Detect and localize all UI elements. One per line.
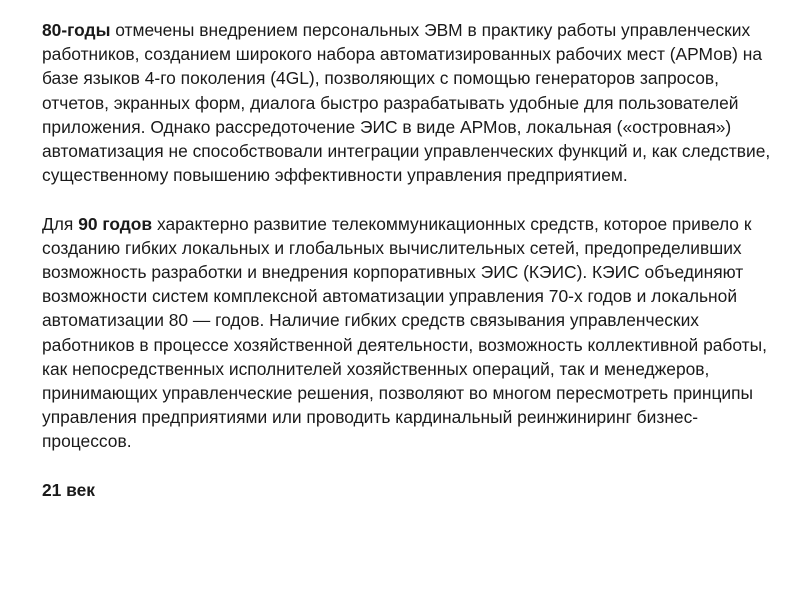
paragraph-90s [42,212,782,454]
paragraph-90s-prefix: Для [42,213,79,234]
heading-90s: 90 годов [78,213,153,234]
paragraph-80s-text: отмечены внедрением персональных ЭВМ в практику работы управленческих работников, созданием широкого набора автоматизированных рабочих мест (АРМов) на базе языков 4-го поколения (4GL), позволяющих с помощью генераторов запросов, отчетов, экранных форм, диалога быстро разрабатывать удобные для пользователей приложения. Однако рассредоточение ЭИС в виде АРМов, локальная («островная») автоматизация не способствовали интеграции управленческих функций и, как следствие, существенному повышению эффективности управления предприятием. [42,20,771,186]
section-21 [42,478,782,502]
paragraph-spacer [42,187,782,211]
paragraph-80s [42,18,782,187]
heading-21-century: 21 век [42,479,96,500]
paragraph-90s-text: характерно развитие телекоммуникационных средств, которое привело к созданию гибких локальных и глобальных вычислительных сетей, предопределивших возможность разработки и внедрения корпоративных ЭИС (КЭИС). КЭИС объединяют возможности систем комплексной автоматизации управления 70-х годов и локальной автоматизации 80 — годов. Наличие гибких средств связывания управленческих работников в процессе хозяйственной деятельности, возможность коллективной работы, как непосредственных исполнителей хозяйственных операций, так и менеджеров, принимающих управленческие решения, позволяют во многом пересмотреть принципы управления предприятиями или проводить кардинальный реинжиниринг бизнес-процессов. [42,213,767,452]
slide-content [42,18,782,502]
heading-80s: 80-годы [42,20,111,40]
paragraph-spacer [42,454,782,478]
